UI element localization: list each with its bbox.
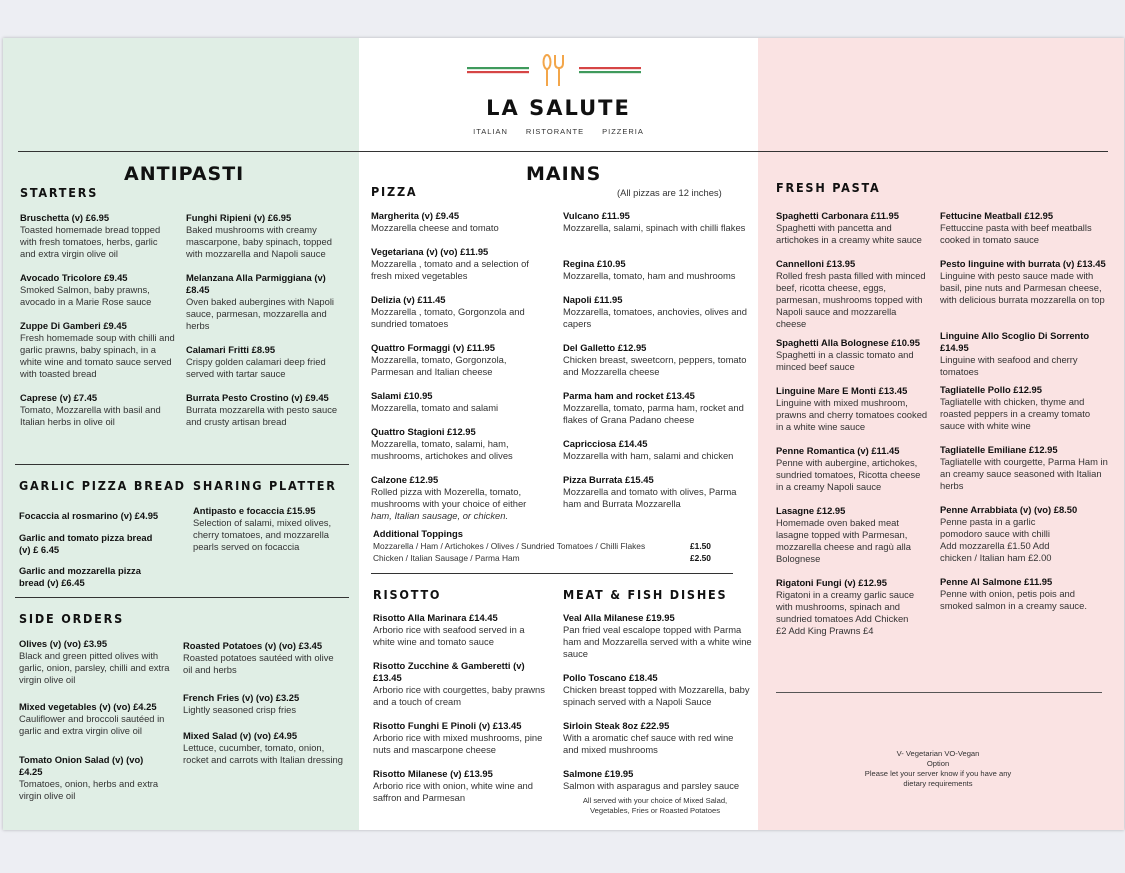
pizza-item: Delizia (v) £11.45 Mozzarella , tomato, Gorgonzola and sundried tomatoes	[371, 294, 525, 329]
antipasti-title: ANTIPASTI	[124, 163, 245, 185]
starter-item: Calamari Fritti £8.95 Crispy golden calamari deep fried served with tartar sauce	[186, 344, 326, 379]
pasta-item: Rigatoni Fungi (v) £12.95 Rigatoni in a creamy garlic sauce with mushrooms, spinach and sundried tomatoes Add Chicken £2 Add King Prawns £4	[776, 577, 915, 636]
pizza-heading: PIZZA	[371, 184, 418, 199]
meat-heading: MEAT & FISH DISHES	[563, 587, 728, 602]
side-orders-heading: SIDE ORDERS	[19, 611, 125, 626]
divider	[371, 573, 733, 574]
logo-cutlery-icon	[465, 52, 641, 88]
sharing-item: Antipasto e focaccia £15.95 Selection of salami, mixed olives, cherry tomatoes, and mozzarella pearls served on focaccia	[193, 505, 332, 552]
garlic-bread-item: Garlic and tomato pizza bread (v) £ 6.45	[19, 532, 153, 555]
toppings-price: £2.50	[690, 553, 711, 563]
sharing-heading: SHARING PLATTER	[193, 478, 337, 493]
side-item: French Fries (v) (vo) £3.25 Lightly seasoned crisp fries	[183, 692, 300, 715]
starter-item: Avocado Tricolore £9.45 Smoked Salmon, baby prawns, avocado in a Marie Rose sauce	[20, 272, 152, 307]
toppings-row: Mozzarella / Ham / Artichokes / Olives / Sundried Tomatoes / Chilli Flakes	[373, 541, 646, 551]
side-item: Tomato Onion Salad (v) (vo) £4.25 Tomatoes, onion, herbs and extra virgin olive oil	[19, 754, 159, 801]
pizza-item: Vulcano £11.95 Mozzarella, salami, spinach with chilli flakes	[563, 210, 746, 233]
risotto-item: Risotto Milanese (v) £13.95 Arborio rice with onion, white wine and saffron and Parmesan	[373, 768, 533, 803]
pizza-item: Napoli £11.95 Mozzarella, tomatoes, anchovies, olives and capers	[563, 294, 747, 329]
pasta-item: Linguine Allo Scoglio Di Sorrento £14.95 Linguine with seafood and cherry tomatoes	[940, 330, 1090, 377]
starter-item: Caprese (v) £7.45 Tomato, Mozzarella with basil and Italian herbs in olive oil	[20, 392, 161, 427]
side-item: Mixed vegetables (v) (vo) £4.25 Cauliflower and broccoli sautéed in garlic and extra virgin olive oil	[19, 701, 165, 736]
starter-item: Melanzana Alla Parmiggiana (v) £8.45 Oven baked aubergines with Napoli sauce, parmesan, mozzarella and herbs	[186, 272, 335, 331]
pasta-item: Tagliatelle Pollo £12.95 Tagliatelle with chicken, thyme and roasted peppers in a creamy tomato sauce with white wine	[940, 384, 1091, 431]
pasta-heading: FRESH PASTA	[776, 180, 881, 195]
starter-item: Funghi Ripieni (v) £6.95 Baked mushrooms with creamy mascarpone, baby spinach, topped with mozzarella and Napoli sauce	[186, 212, 332, 259]
pizza-item: Pizza Burrata £15.45 Mozzarella and tomato with olives, Parma ham and Burrata Mozzarella	[563, 474, 737, 509]
served-note: All served with your choice of Mixed Salad, Vegetables, Fries or Roasted Potatoes	[582, 796, 728, 815]
brand-tagline: ITALIAN RISTORANTE PIZZERIA	[473, 127, 644, 136]
pasta-item: Lasagne £12.95 Homemade oven baked meat lasagne topped with Parmesan, mozzarella cheese and ragù alla Bolognese	[776, 505, 911, 564]
brand-name: LA SALUTE	[486, 96, 631, 120]
pasta-item: Pesto linguine with burrata (v) £13.45 Linguine with pesto sauce made with basil, pine nuts and Parmesan cheese, with delicious burrata mozzarella on top	[940, 258, 1106, 305]
mains-panel	[359, 38, 758, 830]
pasta-panel	[758, 38, 1124, 830]
toppings-price: £1.50	[690, 541, 711, 551]
antipasti-panel	[3, 38, 359, 830]
pizza-note: (All pizzas are 12 inches)	[617, 187, 722, 198]
dietary-legend: V- Vegetarian VO-Vegan Option Please let your server know if you have any dietary requirements	[864, 749, 1012, 788]
header-rule	[18, 151, 1108, 152]
divider	[776, 692, 1102, 693]
divider	[15, 597, 349, 598]
pizza-item: Quattro Stagioni £12.95 Mozzarella, tomato, salami, ham, mushrooms, artichokes and olives	[371, 426, 513, 461]
meat-item: Pollo Toscano £18.45 Chicken breast topped with Mozzarella, baby spinach served with a Napoli Sauce	[563, 672, 750, 707]
pizza-item: Parma ham and rocket £13.45 Mozzarella, tomato, parma ham, rocket and flakes of Grana Padano cheese	[563, 390, 744, 425]
pizza-item: Del Galletto £12.95 Chicken breast, sweetcorn, peppers, tomato and Mozzarella cheese	[563, 342, 747, 377]
side-item: Mixed Salad (v) (vo) £4.95 Lettuce, cucumber, tomato, onion, rocket and carrots with Italian dressing	[183, 730, 343, 765]
pizza-item: Margherita (v) £9.45 Mozzarella cheese and tomato	[371, 210, 499, 233]
side-item: Olives (v) (vo) £3.95 Black and green pitted olives with garlic, onion, parsley, chilli and extra virgin olive oil	[19, 638, 170, 685]
starters-heading: STARTERS	[20, 185, 99, 200]
risotto-heading: RISOTTO	[373, 587, 442, 602]
pasta-item: Penne Al Salmone £11.95 Penne with onion, petis pois and smoked salmon in a creamy sauce.	[940, 576, 1087, 611]
pizza-item: Calzone £12.95 Rolled pizza with Mozerella, tomato, mushrooms with your choice of either ham, Italian sausage, or chicken.	[371, 474, 527, 521]
pizza-item: Regina £10.95 Mozzarella, tomato, ham and mushrooms	[563, 258, 736, 281]
pasta-item: Penne Romantica (v) £11.45 Penne with aubergine, artichokes, sundried tomatoes, Ricotta cheese in a creamy Napoli sauce	[776, 445, 921, 492]
meat-item: Sirloin Steak 8oz £22.95 With a aromatic chef sauce with red wine and mixed mushrooms	[563, 720, 734, 755]
risotto-item: Risotto Zucchine & Gamberetti (v) £13.45 Arborio rice with courgettes, baby prawns and a touch of cream	[373, 660, 545, 707]
pasta-item: Tagliatelle Emiliane £12.95 Tagliatelle with courgette, Parma Ham in an creamy sauce seasoned with Italian herbs	[940, 444, 1108, 491]
risotto-item: Risotto Alla Marinara £14.45 Arborio rice with seafood served in a white wine and tomato sauce	[373, 612, 525, 647]
pasta-item: Cannelloni £13.95 Rolled fresh pasta filled with minced beef, ricotta cheese, eggs, parmesan, mushrooms topped with Napoli sauce and mozzarella cheese	[776, 258, 926, 329]
mains-title: MAINS	[526, 163, 602, 185]
pizza-item: Vegetariana (v) (vo) £11.95 Mozzarella , tomato and a selection of fresh mixed vegetables	[371, 246, 529, 281]
pizza-item: Quattro Formaggi (v) £11.95 Mozzarella, tomato, Gorgonzola, Parmesan and Italian cheese	[371, 342, 507, 377]
pasta-item: Linguine Mare E Monti £13.45 Linguine with mixed mushroom, prawns and cherry tomatoes cooked in a white wine sauce	[776, 385, 928, 432]
meat-item: Salmone £19.95 Salmon with asparagus and parsley sauce	[563, 768, 740, 791]
toppings-row: Chicken / Italian Sausage / Parma Ham	[373, 553, 520, 563]
toppings-heading: Additional Toppings	[373, 528, 463, 539]
risotto-item: Risotto Funghi E Pinoli (v) £13.45 Arborio rice with mixed mushrooms, pine nuts and mascarpone cheese	[373, 720, 543, 755]
starter-item: Burrata Pesto Crostino (v) £9.45 Burrata mozzarella with pesto sauce and crusty artisan bread	[186, 392, 338, 427]
pasta-item: Fettucine Meatball £12.95 Fettuccine pasta with beef meatballs cooked in tomato sauce	[940, 210, 1092, 245]
divider	[15, 464, 349, 465]
menu-sheet	[3, 38, 1124, 830]
starter-item: Bruschetta (v) £6.95 Toasted homemade bread topped with fresh tomatoes, herbs, garlic and extra virgin olive oil	[20, 212, 161, 259]
pasta-item: Spaghetti Carbonara £11.95 Spaghetti with pancetta and artichokes in a creamy white sauce	[776, 210, 922, 245]
pasta-item: Penne Arrabbiata (v) (vo) £8.50 Penne pasta in a garlic pomodoro sauce with chilli Add mozzarella £1.50 Add chicken / Italian ham £2.00	[940, 504, 1078, 563]
pasta-item: Spaghetti Alla Bolognese £10.95 Spaghetti in a classic tomato and minced beef sauce	[776, 337, 920, 372]
pizza-item: Salami £10.95 Mozzarella, tomato and salami	[371, 390, 499, 413]
garlic-bread-item: Focaccia al rosmarino (v) £4.95	[19, 510, 159, 521]
garlic-bread-heading: GARLIC PIZZA BREAD	[19, 478, 186, 493]
garlic-bread-item: Garlic and mozzarella pizza bread (v) £6.45	[19, 565, 141, 588]
pizza-item: Capricciosa £14.45 Mozzarella with ham, salami and chicken	[563, 438, 734, 461]
side-item: Roasted Potatoes (v) (vo) £3.45 Roasted potatoes sautéed with olive oil and herbs	[183, 640, 334, 675]
starter-item: Zuppe Di Gamberi £9.45 Fresh homemade soup with chilli and garlic prawns, baby spinach, in a white wine and tomato sauce served with toasted bread	[20, 320, 175, 379]
meat-item: Veal Alla Milanese £19.95 Pan fried veal escalope topped with Parma ham and Mozzarella served with a white wine sauce	[563, 612, 752, 659]
